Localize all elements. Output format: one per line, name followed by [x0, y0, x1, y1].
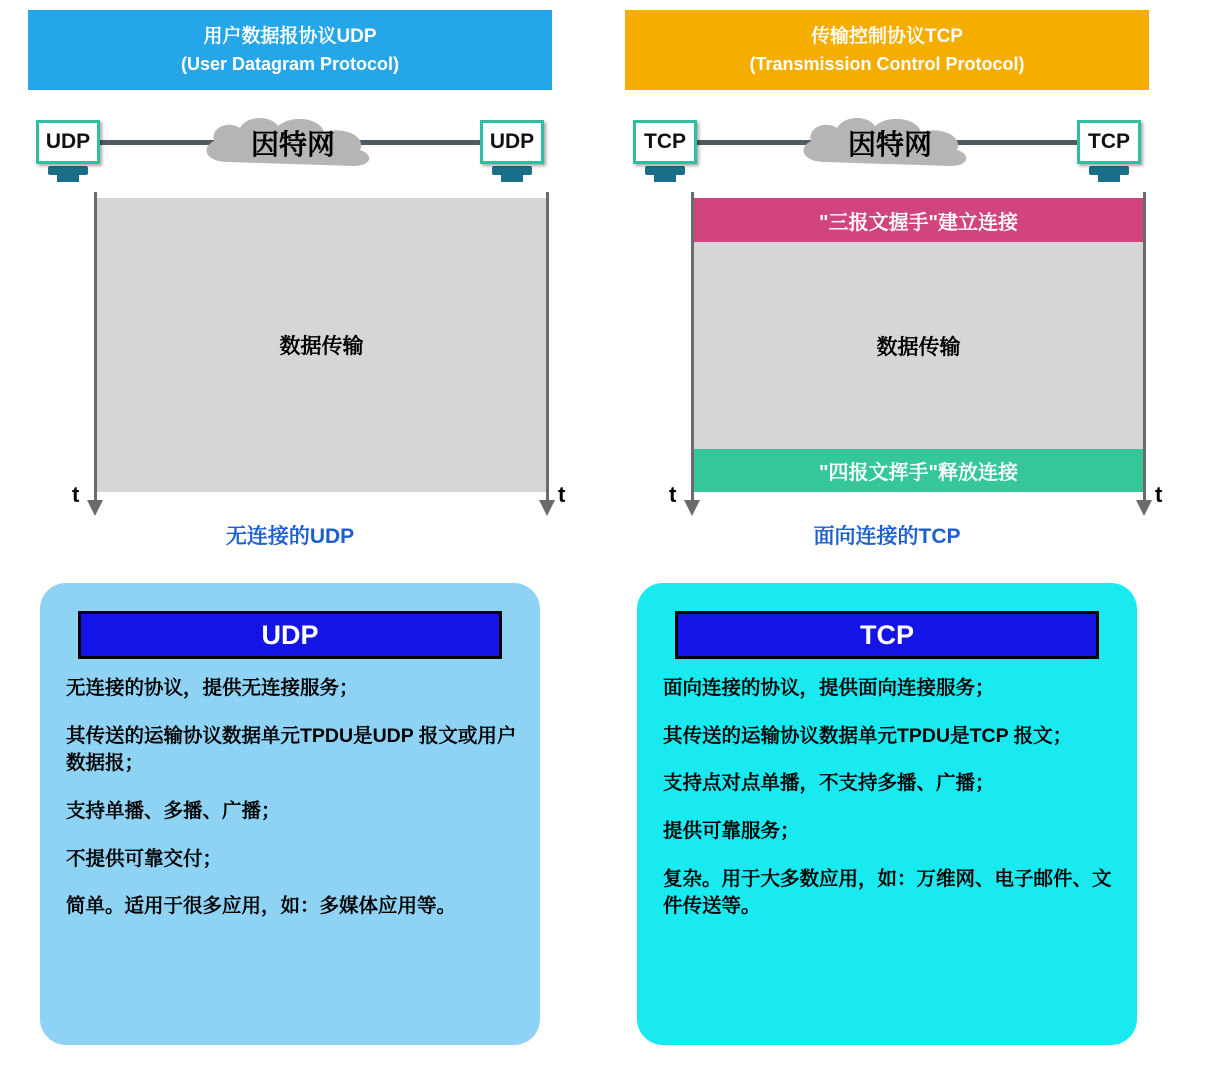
tcp-axis-right	[1143, 192, 1146, 504]
tcp-host-base-left	[654, 175, 676, 182]
list-item: 其传送的运输协议数据单元TPDU是UDP 报文或用户数据报；	[66, 724, 517, 775]
tcp-banner-subtitle: (Transmission Control Protocol)	[749, 53, 1025, 74]
tcp-axis-arrow-left	[684, 500, 700, 516]
udp-axis-right	[546, 192, 549, 504]
internet-cloud-tcp-label: 因特网	[847, 129, 932, 160]
udp-card	[40, 583, 540, 1045]
tcp-endpoint-left: TCP	[633, 120, 697, 164]
tcp-axis-label-left: t	[669, 482, 677, 507]
list-item: 支持单播、多播、广播；	[66, 800, 281, 823]
internet-cloud-udp	[188, 112, 398, 174]
tcp-column	[625, 0, 1185, 1086]
tcp-banner	[625, 10, 1149, 90]
udp-network-row	[28, 112, 552, 184]
tcp-axis-arrow-right	[1136, 500, 1152, 516]
tcp-card	[637, 583, 1137, 1045]
udp-timeline	[28, 192, 566, 522]
udp-axis-arrow-right	[539, 500, 555, 516]
tcp-banner-title: 传输控制协议TCP	[810, 26, 963, 48]
tcp-host-base-right	[1098, 175, 1120, 182]
udp-caption: 无连接的UDP	[225, 525, 355, 548]
udp-banner	[28, 10, 552, 90]
udp-axis-label-right: t	[558, 482, 566, 507]
tcp-network-row	[625, 112, 1149, 184]
internet-cloud-tcp	[785, 112, 995, 174]
udp-host-base-right	[501, 175, 523, 182]
tcp-host-stand-left	[645, 166, 685, 175]
udp-axis-arrow-left	[87, 500, 103, 516]
list-item: 无连接的协议，提供无连接服务；	[66, 677, 359, 699]
udp-host-stand-left	[48, 166, 88, 175]
tcp-host-stand-right	[1089, 166, 1129, 175]
list-item: 复杂。用于大多数应用，如：万维网、电子邮件、文件传送等。	[663, 867, 1112, 918]
tcp-data-transfer-block: 数据传输	[694, 242, 1143, 449]
udp-card-list	[66, 675, 518, 941]
tcp-card-list	[663, 675, 1115, 941]
udp-column	[28, 0, 588, 1086]
udp-host-stand-right	[492, 166, 532, 175]
list-item: 不提供可靠交付；	[66, 847, 223, 870]
tcp-timeline	[625, 192, 1163, 522]
udp-host-base-left	[57, 175, 79, 182]
udp-axis-label-left: t	[72, 482, 80, 507]
tcp-endpoint-right: TCP	[1077, 120, 1141, 164]
tcp-handshake-block: "三报文握手"建立连接	[694, 198, 1143, 242]
list-item: 其传送的运输协议数据单元TPDU是TCP 报文；	[663, 724, 1073, 747]
list-item: 提供可靠服务；	[663, 820, 800, 843]
list-item: 简单。适用于很多应用，如：多媒体应用等。	[66, 895, 457, 918]
udp-banner-subtitle: (User Datagram Protocol)	[180, 53, 400, 74]
tcp-card-title: TCP	[675, 611, 1099, 659]
tcp-release-block: "四报文挥手"释放连接	[694, 449, 1143, 492]
list-item: 面向连接的协议，提供面向连接服务；	[663, 677, 995, 699]
internet-cloud-udp-label: 因特网	[250, 129, 335, 160]
udp-banner-title: 用户数据报协议UDP	[203, 26, 377, 48]
udp-endpoint-left: UDP	[36, 120, 100, 164]
udp-card-title: UDP	[78, 611, 502, 659]
udp-data-transfer-block: 数据传输	[97, 198, 546, 492]
tcp-axis-label-right: t	[1155, 482, 1163, 507]
tcp-caption: 面向连接的TCP	[813, 525, 961, 548]
udp-endpoint-right: UDP	[480, 120, 544, 164]
list-item: 支持点对点单播，不支持多播、广播；	[663, 772, 995, 795]
